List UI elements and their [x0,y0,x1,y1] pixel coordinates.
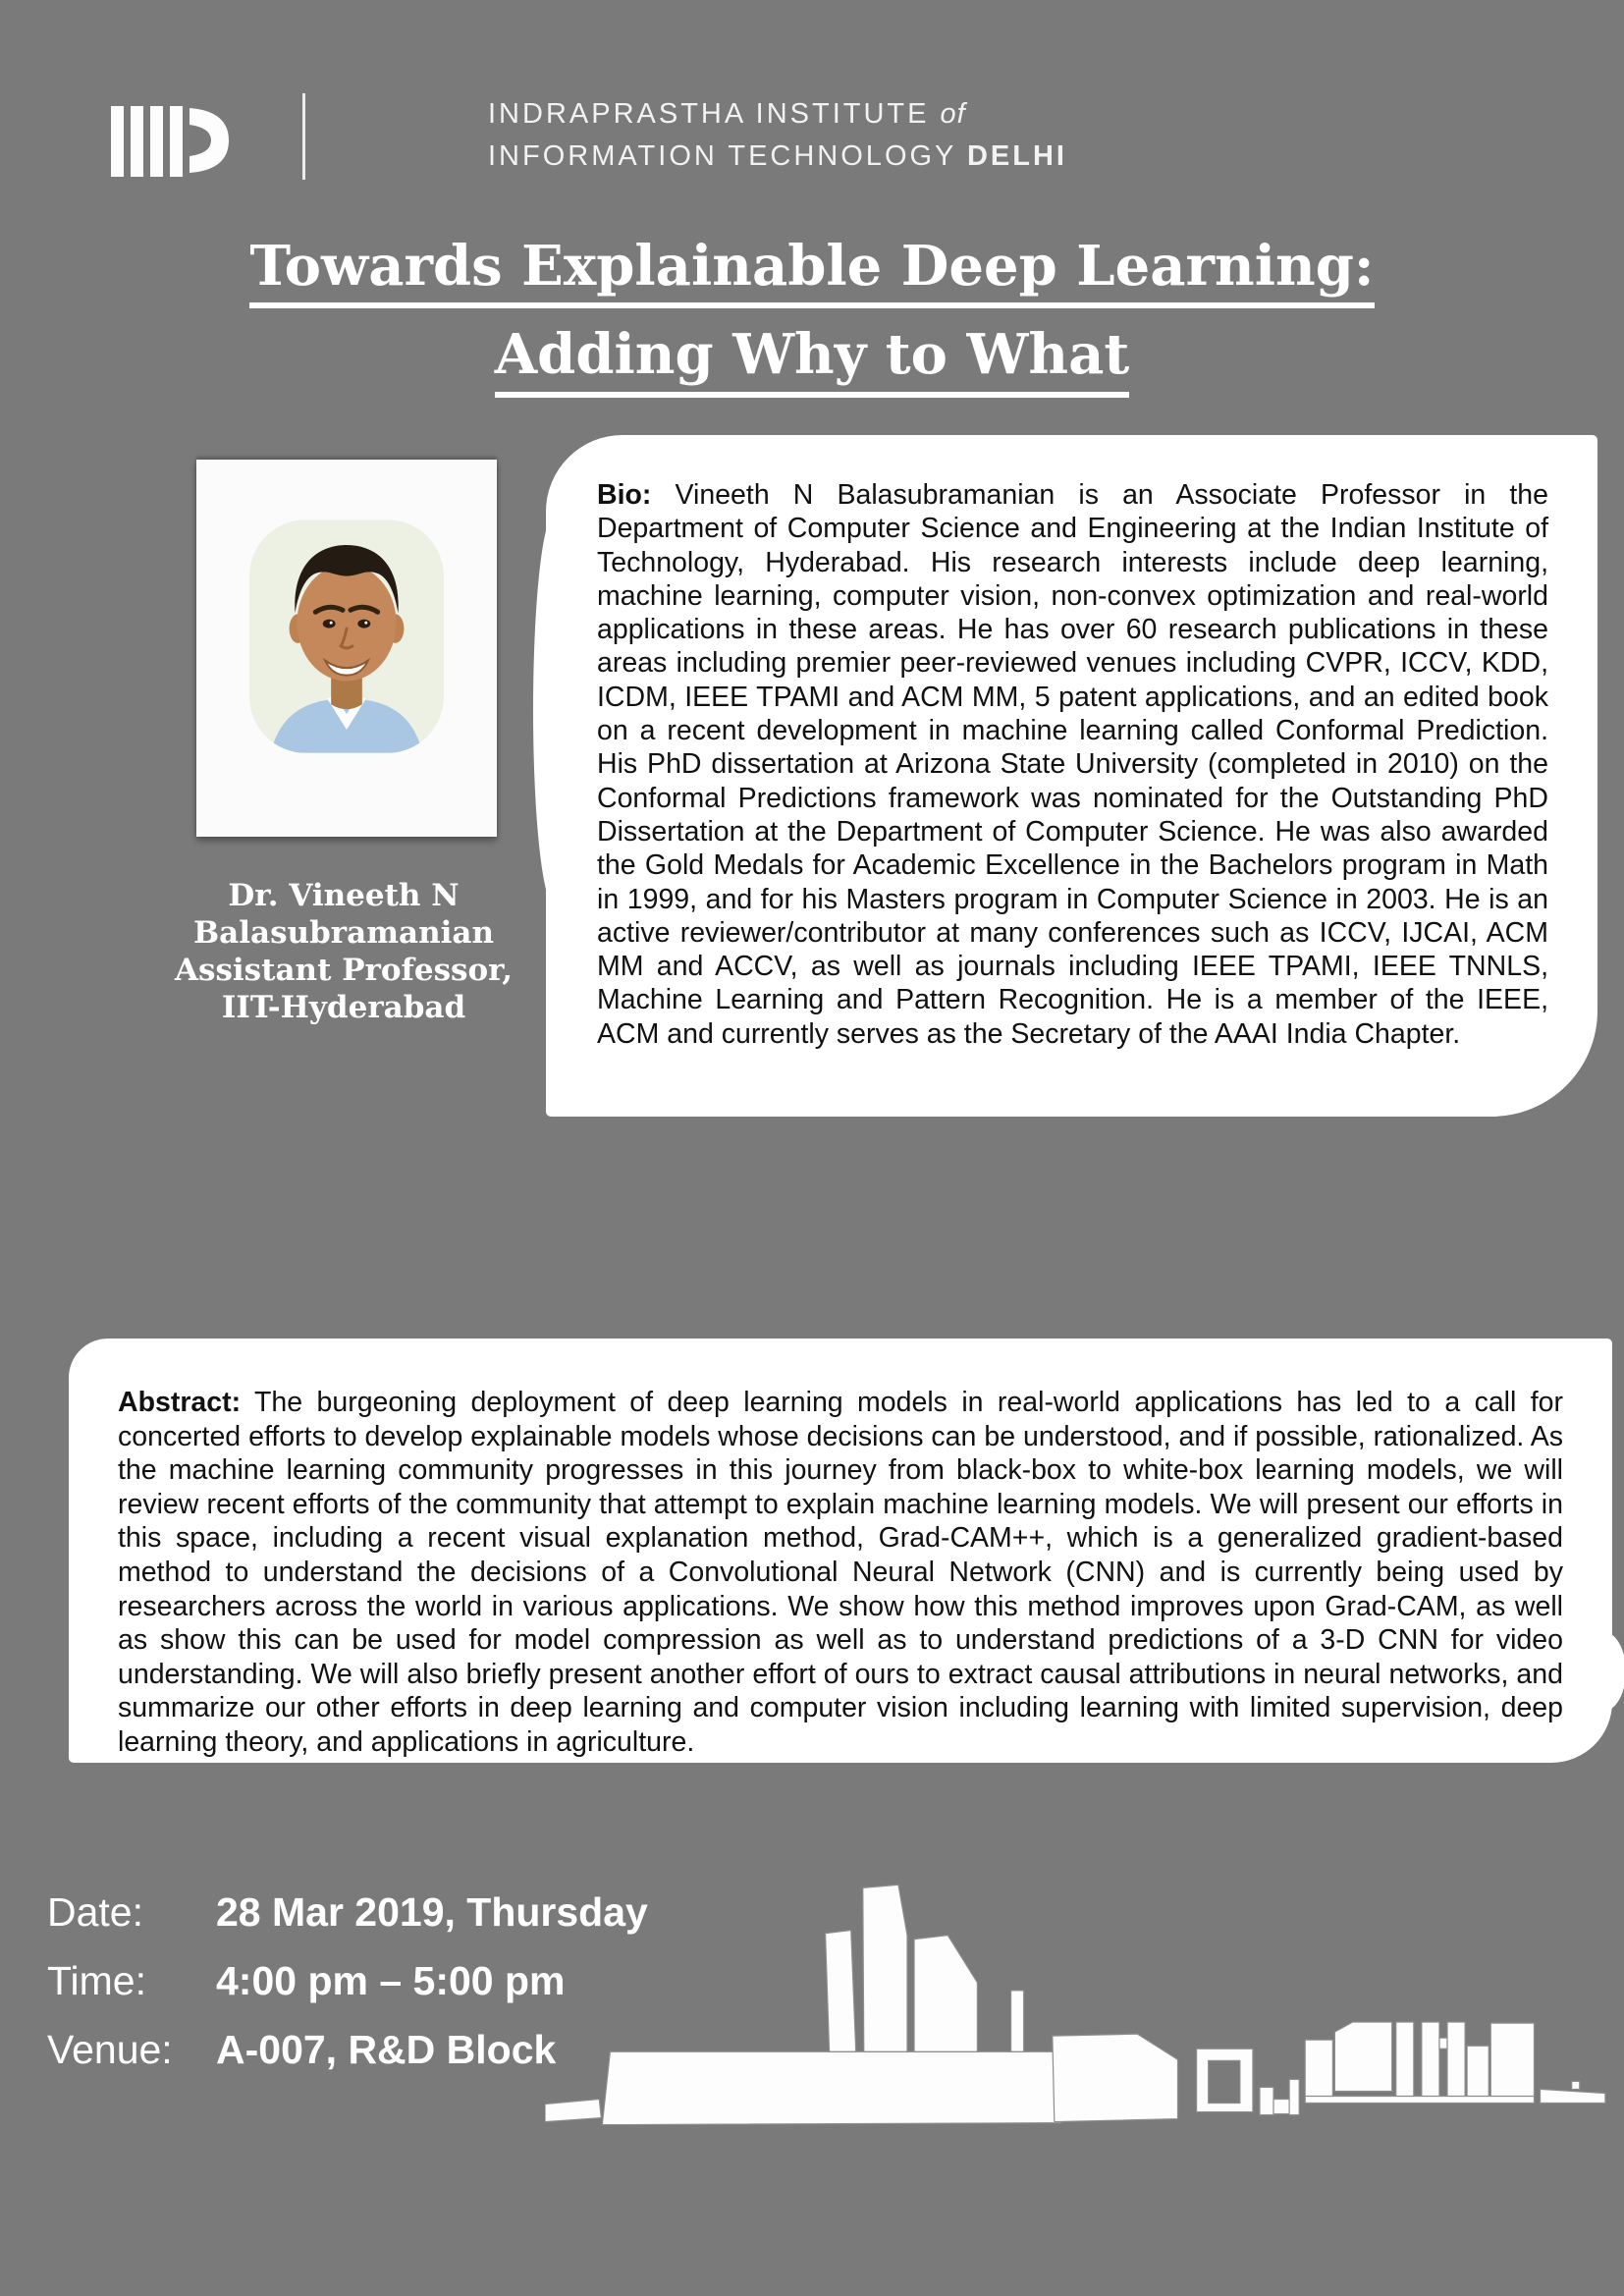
speaker-portrait-photo [249,519,444,754]
talk-title-line1: Towards Explainable Deep Learning: [249,235,1374,308]
talk-title [108,234,1516,398]
venue-value: A-007, R&D Block [216,2027,557,2072]
speaker-affiliation-line: IIT-Hyderabad [221,990,466,1025]
speaker-name-line: Balasubramanian [192,915,495,951]
time-value: 4:00 pm – 5:00 pm [216,1958,566,2003]
time-label: Time: [47,1958,146,2003]
venue-label: Venue: [47,2027,173,2072]
speaker-title-line: Assistant Professor, [174,953,514,988]
abstract-text: Abstract: The burgeoning deployment of deep learning models in real-world applications has led to a call for concerted efforts to develop explainable models whose decisions can be understood, and if possible, rationalized. As the machine learning community progresses in this journey from black-box to white-box learning models, we will review recent efforts of the community that attempt to explain machine learning models. We will present our efforts in this space, including a recent visual explanation method, Grad-CAM++, which is a generalized gradient-based method to understand the decisions of a Convolutional Neural Network (CNN) and is currently being used by researchers across the world in various applications. We show how this method improves upon Grad-CAM, as well as show this can be used for model compression as well as to understand predictions of a 3-D CNN for video understanding. We will also briefly present another effort of ours to extract causal attributions in neural networks, and summarize our other efforts in deep learning and computer vision including learning with limited supervision, deep learning theory, and applications in agriculture. [118,1387,1563,1758]
abstract-label: Abstract: [118,1387,242,1418]
bio-card [546,435,1597,1117]
institute-name-line1: INDRAPRASTHA INSTITUTE of [488,98,966,130]
institute-name-line2: INFORMATION TECHNOLOGY DELHI [488,140,1067,172]
date-value: 28 Mar 2019, Thursday [216,1889,648,1935]
bio-text: Bio: Vineeth N Balasubramanian is an Associate Professor in the Department of Computer Science and Engineering at the Indian Institute of Technology, Hyderabad. His research interests include deep learning, machine learning, computer vision, non-convex optimization and real-world applications in these areas. He has over 60 research publications in these areas including premier peer-reviewed venues including CVPR, ICCV, KDD, ICDM, IEEE TPAMI and ACM MM, 5 patent applications, and an edited book on a recent development in machine learning called Conformal Prediction. His PhD dissertation at Arizona State University (completed in 2010) on the Conformal Predictions framework was nominated for the Outstanding PhD Dissertation at the Department of Computer Science. He was also awarded the Gold Medals for Academic Excellence in the Bachelors program in Math in 1999, and for his Masters program in Computer Science in 2003. He is an active reviewer/contributor at many conferences such as ICCV, IJCAI, ACM MM and ACCV, as well as journals including IEEE TPAMI, IEEE TNNLS, Machine Learning and Pattern Recognition. He is a member of the IEEE, ACM and currently serves as the Secretary of the AAAI India Chapter. [597,479,1548,1050]
iiitd-logo-icon [111,103,260,180]
bio-label: Bio: [597,479,652,511]
speaker-name-block [118,877,569,1026]
date-label: Date: [47,1889,143,1935]
abstract-card [69,1339,1612,1763]
talk-title-line2: Adding Why to What [495,323,1130,397]
logo-divider [302,93,305,180]
institute-logo [111,93,1067,180]
institute-name [488,93,1067,178]
speaker-name-line: Dr. Vineeth N [228,878,460,913]
speaker-photo-card [196,460,497,837]
campus-skyline-graphic [545,1844,1624,2170]
